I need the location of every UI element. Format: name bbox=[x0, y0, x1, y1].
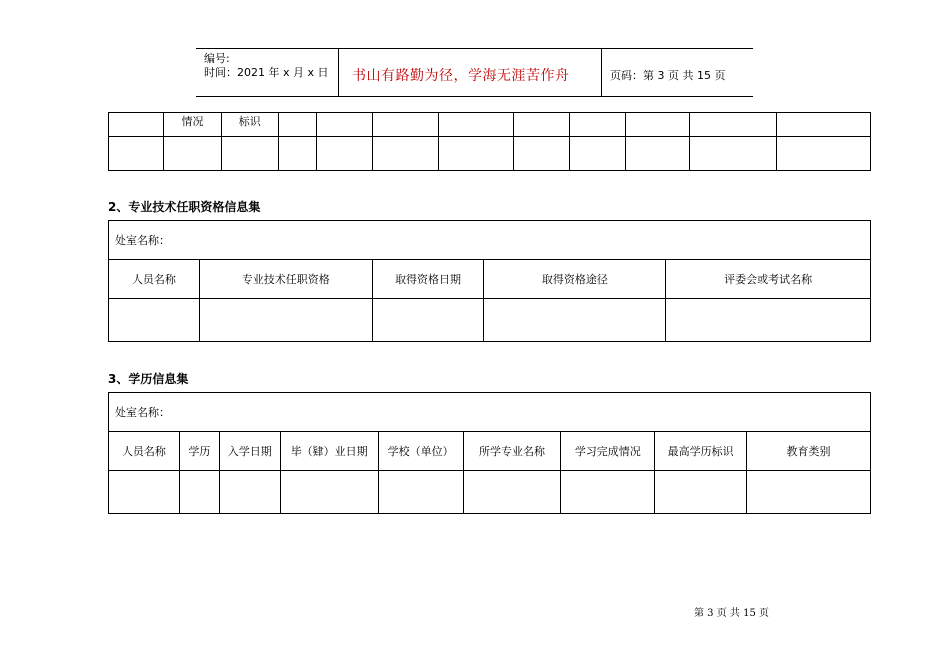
column-header: 专业技术任职资格 bbox=[199, 260, 372, 299]
header-info bbox=[204, 52, 329, 80]
office-name-label: 处室名称： bbox=[109, 393, 871, 432]
table-cell[interactable] bbox=[513, 137, 569, 171]
column-header: 取得资格途径 bbox=[484, 260, 666, 299]
column-header: 毕（肄）业日期 bbox=[280, 432, 378, 471]
table-cell[interactable] bbox=[569, 137, 625, 171]
table-header-row bbox=[109, 260, 871, 299]
table-cell[interactable] bbox=[219, 471, 280, 514]
column-header: 入学日期 bbox=[219, 432, 280, 471]
table-cell bbox=[513, 113, 569, 137]
column-header: 学习完成情况 bbox=[561, 432, 655, 471]
table-cell[interactable] bbox=[278, 137, 316, 171]
table-row bbox=[109, 221, 871, 260]
table-cell[interactable] bbox=[109, 471, 180, 514]
table-cell bbox=[626, 113, 690, 137]
table-cell[interactable] bbox=[378, 471, 463, 514]
section-title: 3、学历信息集 bbox=[108, 372, 189, 386]
table-header-row bbox=[109, 432, 871, 471]
education-table bbox=[108, 392, 871, 514]
table-cell bbox=[109, 113, 164, 137]
table-cell bbox=[776, 113, 870, 137]
table-continued bbox=[108, 112, 871, 171]
time-label: 时间：2021 年 x 月 x 日 bbox=[204, 66, 329, 79]
table-cell[interactable] bbox=[280, 471, 378, 514]
table-row bbox=[109, 299, 871, 342]
table-row bbox=[109, 113, 871, 137]
table-row bbox=[109, 393, 871, 432]
table-cell[interactable] bbox=[655, 471, 747, 514]
column-header: 最高学历标识 bbox=[655, 432, 747, 471]
table-cell[interactable] bbox=[373, 137, 439, 171]
table-cell bbox=[689, 113, 776, 137]
column-header: 学历 bbox=[179, 432, 219, 471]
table-cell[interactable] bbox=[561, 471, 655, 514]
table-cell[interactable] bbox=[776, 137, 870, 171]
table-cell[interactable] bbox=[164, 137, 221, 171]
page-header bbox=[196, 48, 753, 97]
qualification-table bbox=[108, 220, 871, 342]
table-cell[interactable] bbox=[109, 299, 200, 342]
column-header: 所学专业名称 bbox=[463, 432, 561, 471]
column-header: 取得资格日期 bbox=[372, 260, 484, 299]
table-cell[interactable] bbox=[316, 137, 372, 171]
motto: 书山有路勤为径，学海无涯苦作舟 bbox=[352, 68, 570, 84]
column-header: 人员名称 bbox=[109, 432, 180, 471]
column-header: 教育类别 bbox=[747, 432, 871, 471]
table-row bbox=[109, 471, 871, 514]
table-cell[interactable] bbox=[463, 471, 561, 514]
column-header: 评委会或考试名称 bbox=[666, 260, 871, 299]
table-cell[interactable] bbox=[484, 299, 666, 342]
table-cell bbox=[316, 113, 372, 137]
table-cell[interactable] bbox=[666, 299, 871, 342]
table-cell[interactable] bbox=[438, 137, 513, 171]
header-page-number: 页码：第 3 页 共 15 页 bbox=[610, 69, 726, 82]
header-divider bbox=[601, 49, 602, 96]
header-divider bbox=[338, 49, 339, 96]
number-label: 编号: bbox=[204, 52, 230, 65]
table-cell[interactable] bbox=[689, 137, 776, 171]
table-cell: 情况 bbox=[164, 113, 221, 137]
table-cell bbox=[569, 113, 625, 137]
table-cell bbox=[373, 113, 439, 137]
table-cell bbox=[278, 113, 316, 137]
section-title: 2、专业技术任职资格信息集 bbox=[108, 200, 261, 214]
table-cell[interactable] bbox=[747, 471, 871, 514]
table-row bbox=[109, 137, 871, 171]
table-cell[interactable] bbox=[199, 299, 372, 342]
table-cell[interactable] bbox=[626, 137, 690, 171]
table-cell: 标识 bbox=[221, 113, 278, 137]
column-header: 人员名称 bbox=[109, 260, 200, 299]
office-name-label: 处室名称： bbox=[109, 221, 871, 260]
table-cell[interactable] bbox=[179, 471, 219, 514]
table-cell bbox=[438, 113, 513, 137]
column-header: 学校（单位） bbox=[378, 432, 463, 471]
table-cell[interactable] bbox=[109, 137, 164, 171]
table-cell[interactable] bbox=[372, 299, 484, 342]
page-footer: 第 3 页 共 15 页 bbox=[694, 608, 769, 619]
table-cell[interactable] bbox=[221, 137, 278, 171]
